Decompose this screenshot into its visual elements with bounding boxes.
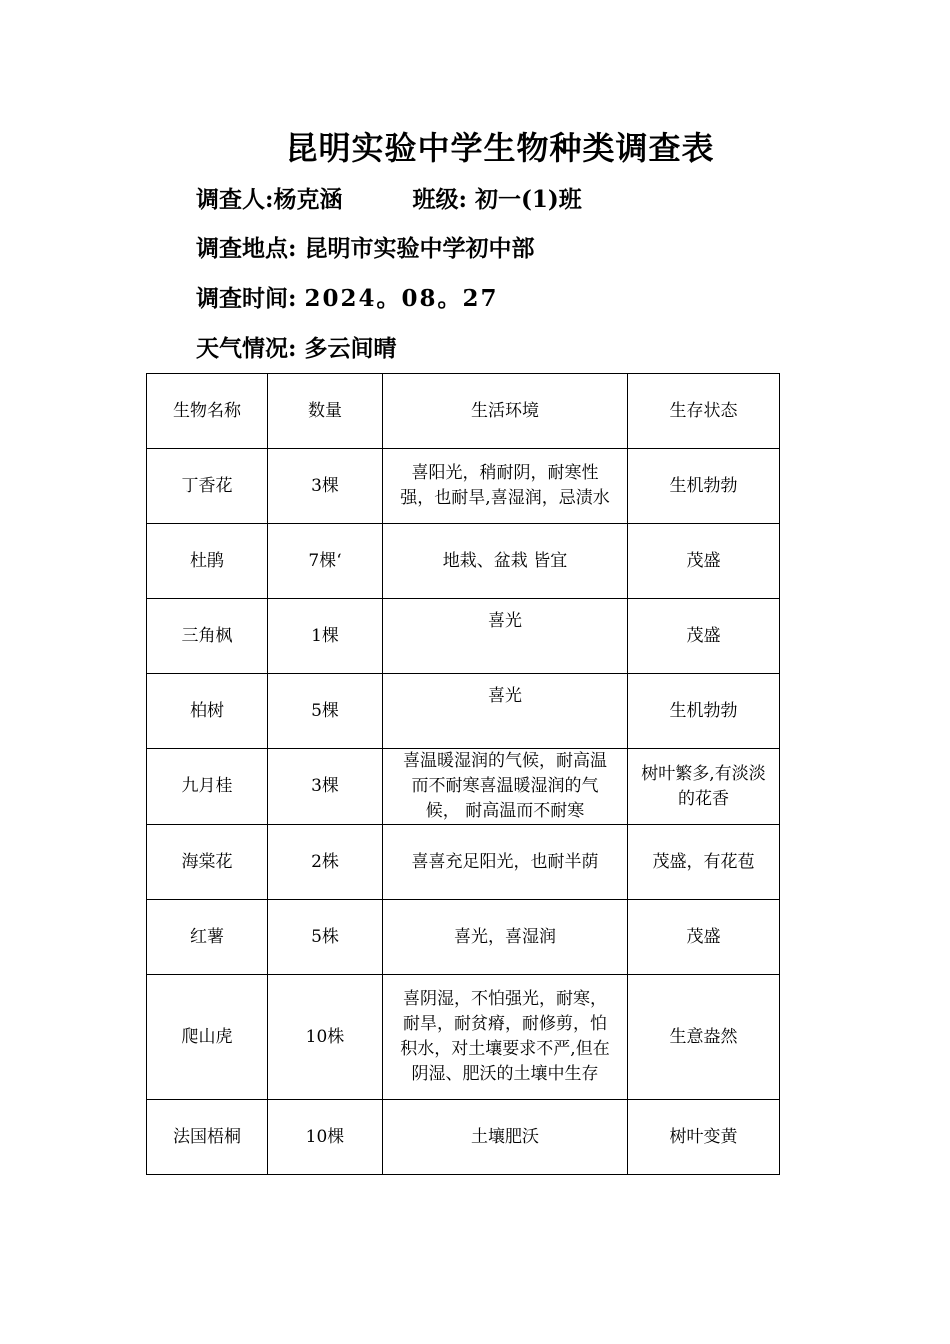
cell-status: 茂盛	[628, 524, 780, 599]
weather-label: 天气情况:	[196, 335, 297, 362]
cell-count: 5株	[268, 900, 383, 975]
cell-status: 生意盎然	[628, 975, 780, 1100]
cell-name: 红薯	[147, 900, 268, 975]
cell-name: 九月桂	[147, 749, 268, 825]
cell-habitat: 喜光，喜湿润	[383, 900, 628, 975]
cell-name: 柏树	[147, 674, 268, 749]
table-row	[147, 524, 780, 599]
cell-habitat: 喜光	[383, 674, 628, 749]
survey-table	[146, 373, 780, 1175]
cell-count: 10棵	[268, 1100, 383, 1175]
time-value: 2024。08。27	[304, 285, 499, 312]
cell-status: 茂盛	[628, 900, 780, 975]
table-row	[147, 674, 780, 749]
cell-count: 3棵	[268, 749, 383, 825]
cell-name: 三角枫	[147, 599, 268, 674]
cell-count: 2株	[268, 825, 383, 900]
cell-count: 10株	[268, 975, 383, 1100]
cell-name: 丁香花	[147, 449, 268, 524]
cell-name: 海棠花	[147, 825, 268, 900]
header-habitat: 生活环境	[383, 374, 628, 449]
cell-habitat: 喜光	[383, 599, 628, 674]
cell-habitat: 喜温暖湿润的气候，耐高温而不耐寒喜温暖湿润的气候， 耐高温而不耐寒	[383, 749, 628, 825]
cell-count: 3棵	[268, 449, 383, 524]
header-status: 生存状态	[628, 374, 780, 449]
cell-count: 5棵	[268, 674, 383, 749]
cell-name: 杜鹃	[147, 524, 268, 599]
cell-habitat: 喜喜充足阳光，也耐半荫	[383, 825, 628, 900]
weather-line	[196, 333, 397, 365]
table-row	[147, 449, 780, 524]
header-name: 生物名称	[147, 374, 268, 449]
time-line	[196, 283, 499, 315]
location-line	[196, 233, 535, 265]
table-header-row	[147, 374, 780, 449]
table-row	[147, 749, 780, 825]
weather-value: 多云间晴	[304, 335, 397, 362]
cell-habitat: 喜阴湿，不怕强光，耐寒，耐旱，耐贫瘠，耐修剪，怕积水，对土壤要求不严,但在阴湿、肥沃的土壤中生存	[383, 975, 628, 1100]
cell-name: 爬山虎	[147, 975, 268, 1100]
investigator-value: 杨克涵	[273, 186, 343, 213]
cell-habitat: 土壤肥沃	[383, 1100, 628, 1175]
location-label: 调查地点:	[196, 235, 297, 262]
class-value: 初一(1)班	[475, 186, 582, 213]
table-row	[147, 900, 780, 975]
cell-habitat: 喜阳光，稍耐阴，耐寒性强，也耐旱,喜湿润，忌渍水	[383, 449, 628, 524]
cell-status: 树叶繁多,有淡淡的花香	[628, 749, 780, 825]
cell-status: 树叶变黄	[628, 1100, 780, 1175]
cell-status: 茂盛	[628, 599, 780, 674]
header-count: 数量	[268, 374, 383, 449]
investigator-line	[196, 184, 582, 216]
cell-status: 生机勃勃	[628, 674, 780, 749]
investigator-label: 调查人:	[196, 186, 274, 213]
cell-count: 7棵‘	[268, 524, 383, 599]
table-row	[147, 975, 780, 1100]
table-row	[147, 599, 780, 674]
time-label: 调查时间:	[196, 285, 297, 312]
cell-status: 茂盛，有花苞	[628, 825, 780, 900]
cell-name: 法国梧桐	[147, 1100, 268, 1175]
location-value: 昆明市实验中学初中部	[304, 235, 535, 262]
cell-count: 1棵	[268, 599, 383, 674]
table-row	[147, 825, 780, 900]
class-label: 班级:	[412, 186, 467, 213]
cell-status: 生机勃勃	[628, 449, 780, 524]
cell-habitat: 地栽、盆栽 皆宜	[383, 524, 628, 599]
page-title: 昆明实验中学生物种类调查表	[285, 129, 715, 167]
table-row	[147, 1100, 780, 1175]
